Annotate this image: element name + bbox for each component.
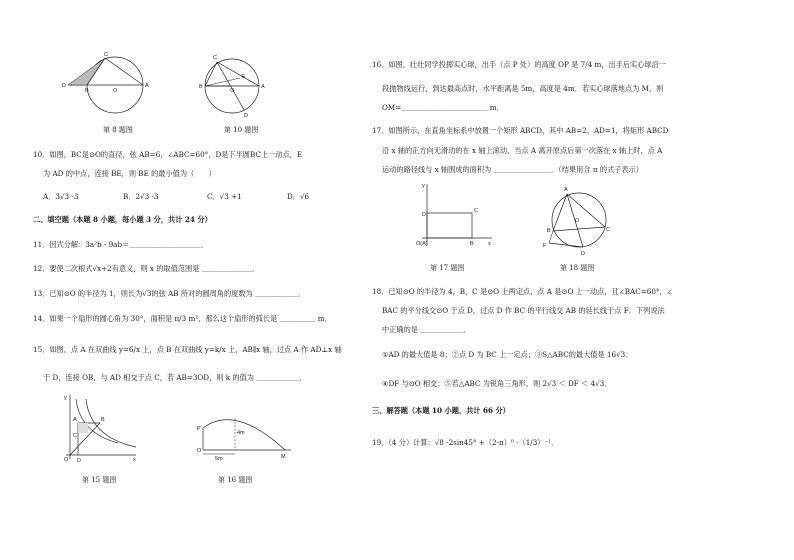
fig8-label-o: O	[113, 88, 118, 94]
q10-line1: 10．如图，BC是⊙O的直径，弦 AB=6，∠ABC=60°，D是下半圆BC上一动点，E	[33, 150, 303, 159]
fig8-label-b: B	[85, 88, 89, 94]
fig17-label-y: y	[422, 183, 425, 189]
q18-line2: BAC 的平分线交⊙O 于点 D，过点 D 作 BC 的平行线交 AB 的延长线于点 F．下列说法	[382, 306, 665, 315]
fig18-label-c: C	[606, 227, 610, 233]
fig15-label-d: D	[77, 458, 81, 464]
fig10-caption: 第 10 题图	[224, 126, 259, 134]
q10-option-d: D．√6	[287, 192, 310, 201]
q13: 13．已知⊙O 的半径为 1，则长为√3的弦 AB 所对的圆周角的度数为 ＿＿＿＿＿＿．	[33, 289, 306, 298]
fig18-caption: 第 18 题图	[560, 264, 595, 272]
q12: 12．要使二次根式√x+2有意义，则 x 的取值范围是 ＿＿＿＿＿＿＿．	[33, 264, 260, 273]
fig15-label-a: A	[73, 417, 77, 423]
figure-16	[195, 410, 295, 460]
q14: 14．如果一个扇形的圆心角为 30°，面积是 π/3 m²，那么这个扇形的弧长是 ＿＿＿＿＿ m．	[33, 314, 332, 323]
fig17-label-c: C	[474, 208, 478, 214]
q15-line2: 于 D，连接 OB，与 AD 相交于点 C，若 AB=3OD，则 k 的值为 ＿＿＿＿＿＿．	[43, 373, 307, 382]
fig15-caption: 第 15 题图	[82, 476, 117, 484]
fig10-label-a: A	[261, 84, 265, 90]
q16-line3: OM=＿＿＿＿＿＿＿＿＿＿＿＿ m．	[382, 103, 504, 112]
q18-options-row1: ①AD 的最大值是 8；②点 D 为 BC 上一定点；③S△ABC的最大值是 16√3；	[382, 350, 633, 359]
q16-line1: 16．如图，壮壮同学投掷实心球，出手（点 P 处）的高度 OP 是 7/4 m，出手后实心球沿一	[372, 60, 666, 69]
fig17-label-b: B	[470, 241, 474, 247]
fig17-caption: 第 17 题图	[430, 264, 465, 272]
q15-line1: 15．如图，点 A 在双曲线 y=6/x 上，点 B 在双曲线 y=k/x 上，AB∥x 轴，过点 A 作 AD⊥x 轴	[33, 345, 342, 354]
fig16-label-p: P	[197, 426, 201, 432]
figure-17	[414, 180, 494, 252]
fig15-label-o: O	[64, 457, 69, 463]
fig16-label-o: O	[197, 448, 202, 454]
fig18-label-a: A	[564, 187, 568, 193]
q10-option-c: C．√3 +1	[207, 192, 242, 201]
fig16-label-m: M	[281, 454, 286, 460]
figure-10	[200, 50, 270, 120]
fig18-label-d: D	[581, 251, 585, 257]
fig15-label-b: B	[101, 417, 105, 423]
fig15-label-y: y	[64, 395, 67, 401]
fig8-label-a: A	[145, 83, 149, 89]
q11: 11．因式分解：3a²b - 9ab＝＿＿＿＿＿＿＿＿＿＿．	[33, 240, 209, 249]
q10-option-a: A．3√3 -3	[43, 192, 79, 201]
fig10-label-d: D	[244, 113, 248, 119]
q17-line3: 运动的路径线与 x 轴围成的面积为 ＿＿＿＿＿＿＿＿．（结果用含 π 的式子表示）	[382, 165, 643, 174]
fig17-label-d: D	[422, 212, 426, 218]
fig8-caption: 第 8 题图	[103, 126, 133, 134]
fig17-label-oa: O(A)	[416, 241, 428, 247]
fig18-label-f: F	[543, 243, 547, 249]
fig16-label-5m: 5m	[215, 456, 223, 462]
q18-line3: 中正确的是 ＿＿＿＿＿＿．	[382, 325, 471, 334]
figure-15	[58, 393, 138, 463]
figure-18	[543, 185, 613, 257]
fig15-label-x: x	[133, 457, 136, 463]
q10-option-b: B．2√3 -3	[123, 192, 159, 201]
fig10-label-b: B	[199, 84, 203, 90]
q19: 19．（4 分）计算：√8 -2sin45° +（2-π）⁰ -（1/3）⁻¹．	[372, 438, 559, 447]
fig10-label-e: E	[242, 74, 246, 80]
fig8-label-c: C	[104, 52, 108, 58]
fig16-label-4m: 4m	[237, 430, 245, 436]
figure-8	[60, 50, 160, 110]
fig10-label-c: C	[213, 55, 217, 61]
fig8-label-d: D	[62, 83, 66, 89]
q10-line2: 为 AD 的中点，连接 BE，则 BE 的最小值为（ ）	[43, 169, 216, 178]
q18-options-row2: ④DF 与⊙O 相交；⑤若△ABC 为锐角三角形，则 2√3 ＜ DF ＜ 4√3．	[382, 379, 612, 388]
fig18-label-o: O	[575, 218, 580, 224]
q17-line1: 17．如图所示，在直角坐标系中放置一个矩形 ABCD，其中 AB=2，AD=1，将矩形 ABCD	[372, 126, 669, 135]
section2-title: 二、填空题（本题 8 小题，每小题 3 分，共计 24 分）	[33, 215, 212, 224]
q17-line2: 沿 x 轴的正方向无滑动的在 x 轴上滚动，当点 A 离开原点后第一次落在 x 轴上时，点 A	[382, 146, 663, 155]
section3-title: 三、解答题（本题 10 小题，共计 66 分）	[372, 406, 510, 415]
fig18-label-b: B	[547, 228, 551, 234]
fig10-label-o: O	[230, 88, 235, 94]
fig17-label-x: x	[488, 241, 491, 247]
fig15-label-c: C	[73, 433, 77, 439]
q16-line2: 段抛物线运行，到达最高点时，水平距离是 5m，高度是 4m．若实心球落地点为 M，则	[382, 84, 664, 93]
fig16-caption: 第 16 题图	[218, 476, 253, 484]
q18-line1: 18．已知⊙O 的半径为 4，B，C 是⊙O 上两定点，点 A 是⊙O 上一动点，且∠BAC=60°，∠	[372, 287, 673, 296]
